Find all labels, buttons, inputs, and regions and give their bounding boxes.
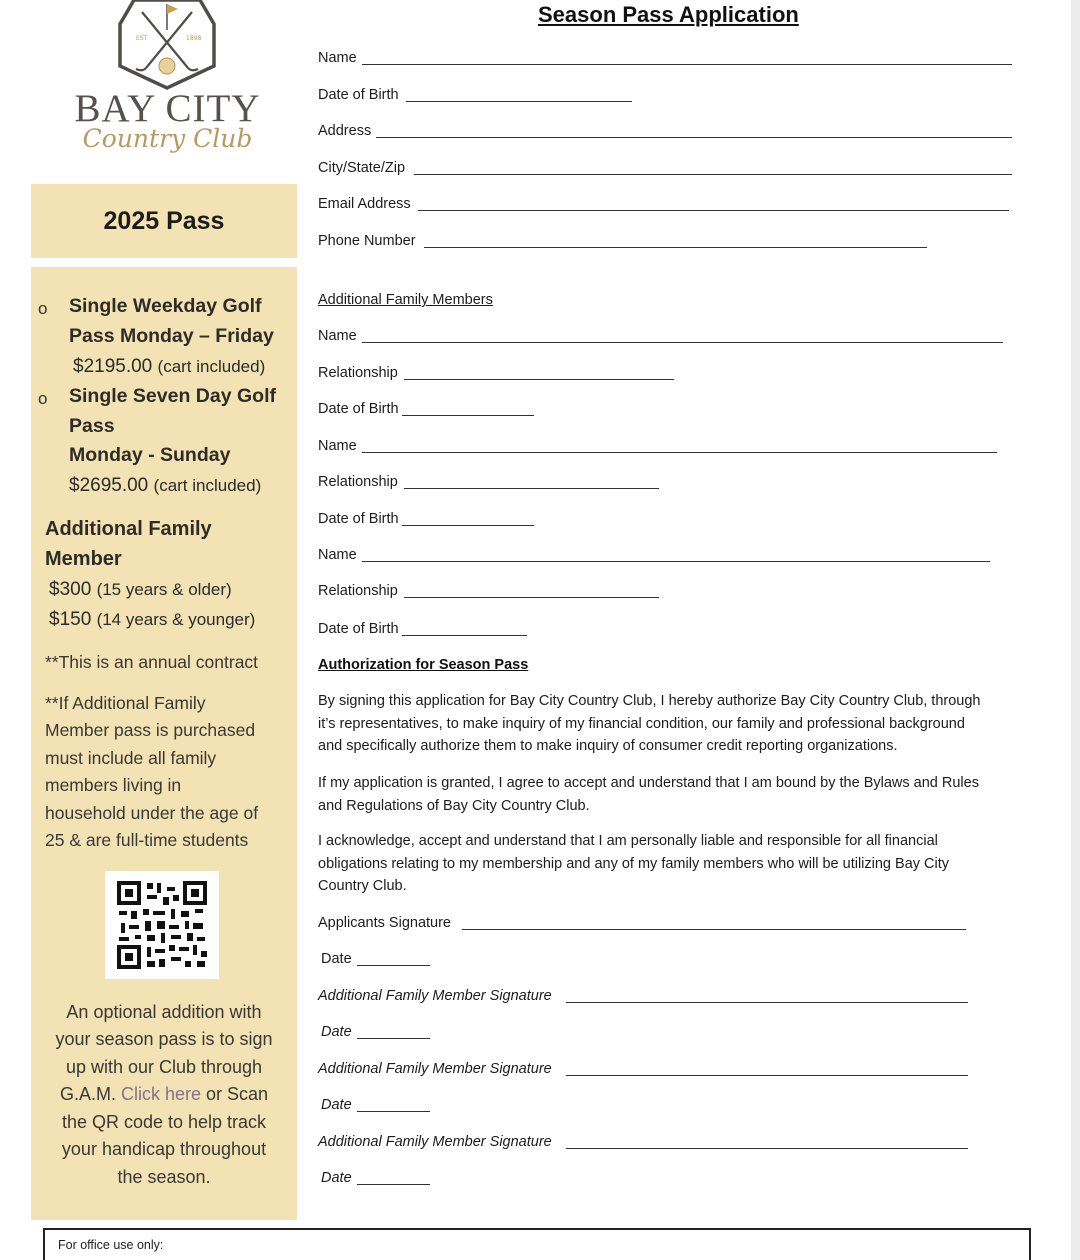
family-name-label: Name [318, 438, 357, 454]
family-note-line: **If Additional Family [45, 693, 206, 713]
svg-text:1898: 1898 [186, 35, 202, 42]
family-name-label: Name [318, 328, 357, 344]
family-member-title: Additional Family [45, 518, 212, 540]
family-relationship-field[interactable] [404, 488, 659, 489]
applicant-signature-label: Applicants Signature [318, 915, 451, 931]
family-dob-field[interactable] [402, 415, 534, 416]
applicant-name-label: Name [318, 50, 357, 66]
family-name-label: Name [318, 547, 357, 563]
applicant-phone-field[interactable] [424, 247, 927, 248]
family-relationship-label: Relationship [318, 365, 398, 381]
crossed-clubs-crest-icon [112, 0, 222, 92]
family-note-line: Member pass is purchased [45, 720, 256, 740]
family-price-older: $300 (15 years & older) [49, 579, 232, 600]
gam-text-line: your handicap throughout [61, 1139, 267, 1159]
applicant-email-field[interactable] [418, 210, 1009, 211]
gam-text-line: the season. [117, 1167, 211, 1187]
family-relationship-label: Relationship [318, 583, 398, 599]
applicant-city-state-zip-label: City/State/Zip [318, 160, 406, 176]
option-bullet[interactable]: o [38, 389, 48, 408]
family-signature-field[interactable] [566, 1148, 968, 1149]
gam-click-here-link[interactable]: Click here [120, 1084, 201, 1104]
option-seven-day-title: Pass [69, 415, 115, 437]
option-bullet[interactable]: o [38, 299, 48, 318]
gam-text-line: An optional addition with [66, 1002, 262, 1022]
family-signature-field[interactable] [566, 1002, 968, 1003]
office-use-label: For office use only: [58, 1238, 164, 1252]
club-logo [60, 0, 275, 165]
family-relationship-label: Relationship [318, 474, 398, 490]
family-date-field[interactable] [357, 1111, 430, 1112]
liability-paragraph: I acknowledge, accept and understand that I am personally liable and responsible for all financial obligations relating to my membership and any of my family members who will be utilizing Bay City Country Club. [318, 833, 950, 894]
family-note-line: household under the age of [45, 803, 259, 823]
applicant-city-state-zip-field[interactable] [414, 174, 1012, 175]
family-signature-field[interactable] [566, 1075, 968, 1076]
club-script-name: Country Club [82, 124, 253, 153]
family-signature-label: Additional Family Member Signature [318, 1134, 552, 1150]
family-price-younger: $150 (14 years & younger) [49, 609, 256, 630]
applicant-email-label: Email Address [318, 196, 411, 212]
gam-text-line: your season pass is to sign [55, 1029, 273, 1049]
family-name-field[interactable] [362, 452, 997, 453]
family-name-field[interactable] [362, 342, 1003, 343]
gam-text-line: G.A.M. Click here or Scan [59, 1084, 269, 1104]
gam-text-line: the QR code to help track [61, 1112, 267, 1132]
family-dob-label: Date of Birth [318, 621, 399, 637]
page-edge [1071, 0, 1080, 1260]
family-note-line: members living in [45, 775, 182, 795]
office-use-box [43, 1228, 1031, 1260]
bylaws-paragraph: If my application is granted, I agree to accept and understand that I am bound by the Bylaws and Rules and Regulations of Bay City Country Club. [318, 775, 979, 814]
family-dob-label: Date of Birth [318, 401, 399, 417]
family-date-field[interactable] [357, 1184, 430, 1185]
family-dob-field[interactable] [402, 635, 527, 636]
applicant-dob-field[interactable] [406, 101, 632, 102]
family-note-line: must include all family [45, 748, 217, 768]
svg-text:EST: EST [136, 35, 148, 42]
date-label: Date [321, 1097, 352, 1113]
family-relationship-field[interactable] [404, 597, 659, 598]
pass-year-header: 2025 Pass [31, 184, 297, 258]
option-weekday-title: Pass Monday – Friday [69, 325, 274, 347]
club-name: BAY CITY [74, 87, 261, 130]
family-signature-label: Additional Family Member Signature [318, 988, 552, 1004]
authorization-paragraph: By signing this application for Bay City Country Club, I hereby authorize Bay City Country Club, through it’s representatives, to make inquiry of my financial condition, our family and professional background and specifically authorize them to make inquiry of consumer credit reporting organizations. [318, 693, 981, 754]
family-signature-label: Additional Family Member Signature [318, 1061, 552, 1077]
applicant-address-field[interactable] [376, 137, 1012, 138]
option-weekday-title: Single Weekday Golf [69, 295, 262, 317]
family-relationship-field[interactable] [404, 379, 674, 380]
date-label: Date [321, 951, 352, 967]
annual-contract-note: **This is an annual contract [45, 652, 259, 672]
date-label: Date [321, 1024, 352, 1040]
applicant-date-field[interactable] [357, 965, 430, 966]
option-seven-day-title: Monday - Sunday [69, 444, 231, 466]
family-member-title: Member [45, 548, 122, 570]
applicant-name-field[interactable] [362, 64, 1012, 65]
gam-text-line: up with our Club through [65, 1057, 263, 1077]
applicant-phone-label: Phone Number [318, 233, 416, 249]
applicant-signature-field[interactable] [462, 929, 966, 930]
option-seven-day-price: $2695.00 (cart included) [69, 475, 262, 496]
family-dob-label: Date of Birth [318, 511, 399, 527]
option-seven-day-title: Single Seven Day Golf [69, 385, 276, 407]
applicant-dob-label: Date of Birth [318, 87, 399, 103]
family-dob-field[interactable] [402, 525, 534, 526]
qr-code-icon [117, 881, 207, 969]
family-note-line: 25 & are full-time students [45, 830, 249, 850]
date-label: Date [321, 1170, 352, 1186]
gam-qr-code[interactable] [105, 871, 219, 979]
family-name-field[interactable] [362, 561, 990, 562]
authorization-heading: Authorization for Season Pass [318, 657, 529, 673]
family-members-heading: Additional Family Members [318, 292, 493, 308]
option-weekday-price: $2195.00 (cart included) [73, 356, 266, 377]
family-date-field[interactable] [357, 1038, 430, 1039]
applicant-address-label: Address [318, 123, 372, 139]
form-title: Season Pass Application [538, 2, 799, 27]
